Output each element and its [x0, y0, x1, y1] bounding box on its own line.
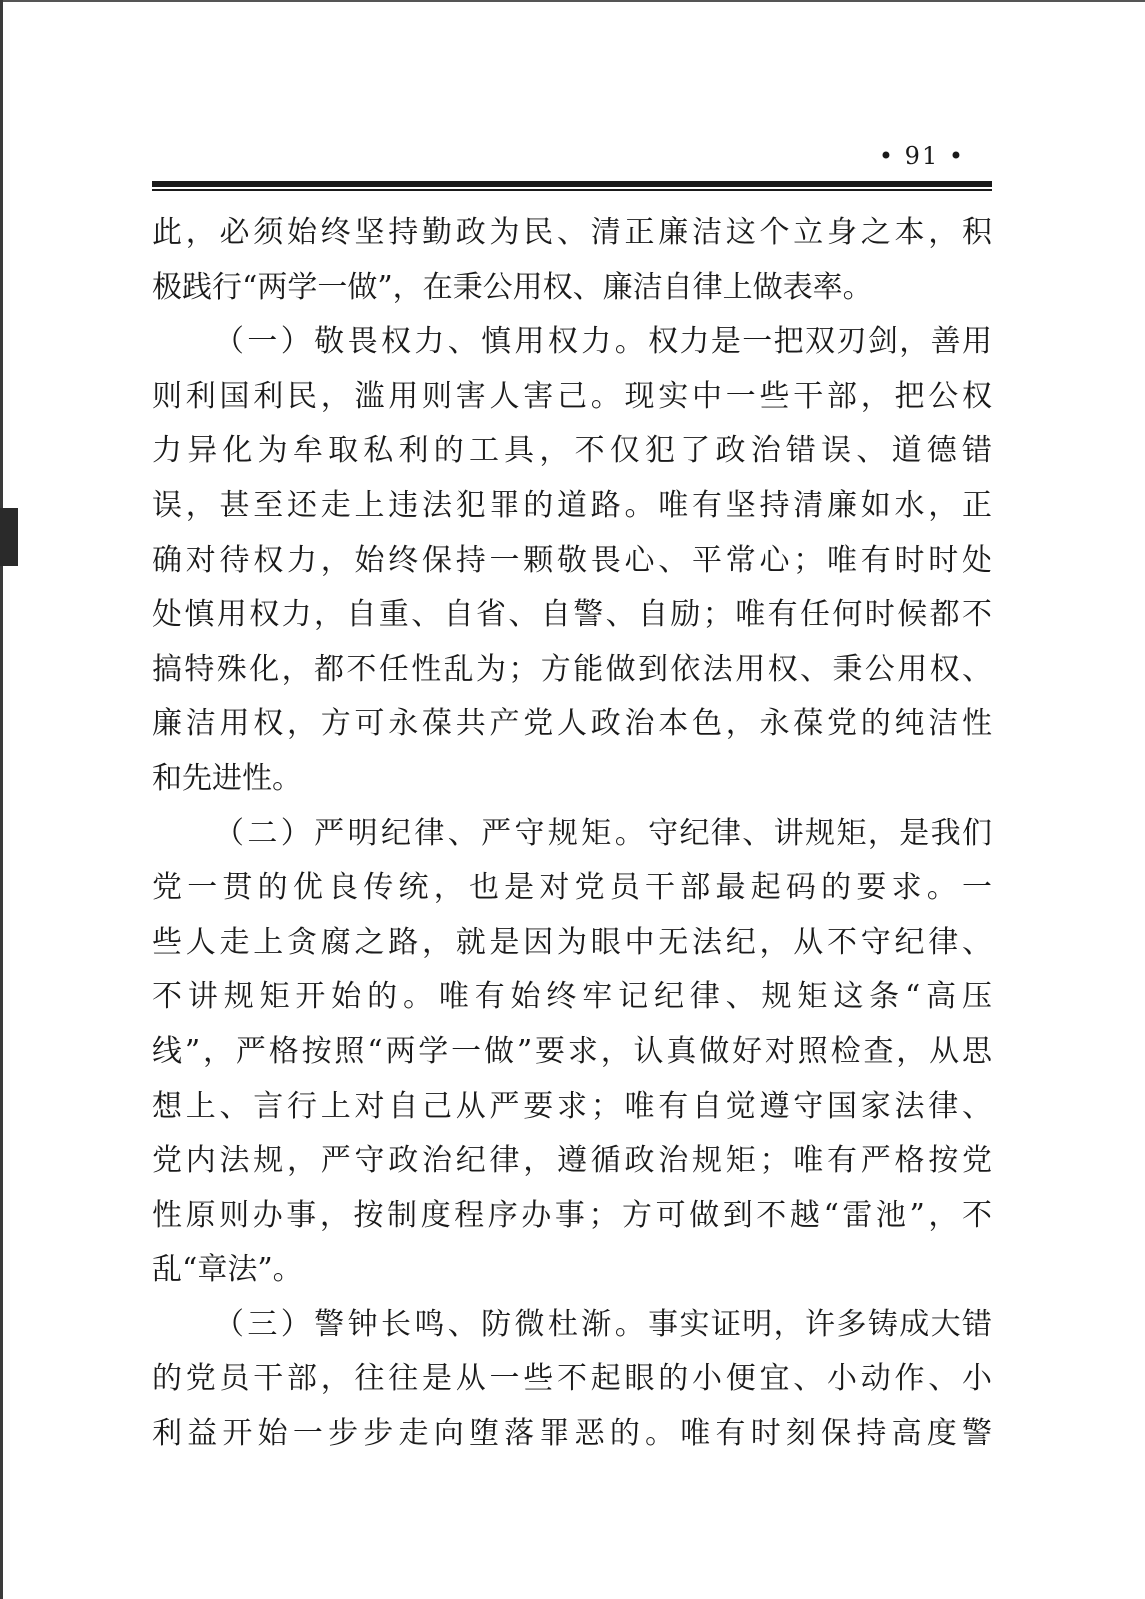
text-line: 想上、言行上对自己从严要求；唯有自觉遵守国家法律、	[152, 1088, 992, 1124]
line-text: 守纪律、讲规矩，是我们	[648, 815, 993, 851]
text-line: 此，必须始终坚持勤政为民、清正廉洁这个立身之本，积	[152, 215, 992, 250]
text-line: 线”，严格按照“两学一做”要求，认真做好对照检查，从思	[152, 1033, 992, 1069]
text-line	[152, 807, 992, 862]
body-text	[152, 206, 992, 1462]
scan-edge-left	[0, 0, 3, 1599]
scan-edge-top	[0, 0, 1145, 2]
section-heading-3: （三）警钟长鸣、防微杜渐。	[214, 1306, 649, 1342]
section-heading-1: （一）敬畏权力、慎用权力。	[214, 324, 649, 360]
text-line: 的党员干部，往往是从一些不起眼的小便宜、小动作、小	[152, 1361, 992, 1397]
text-line: 性原则办事，按制度程序办事；方可做到不越“雷池”，不	[152, 1197, 992, 1233]
text-line: 党一贯的优良传统，也是对党员干部最起码的要求。一	[152, 870, 992, 906]
text-line: 些人走上贪腐之路，就是因为眼中无法纪，从不守纪律、	[152, 924, 992, 960]
text-line	[152, 1298, 992, 1353]
text-line: 误，甚至还走上违法犯罪的道路。唯有坚持清廉如水，正	[152, 487, 992, 523]
line-text: 事实证明，许多铸成大错	[648, 1306, 993, 1342]
text-line: 力异化为牟取私利的工具，不仅犯了政治错误、道德错	[152, 433, 992, 469]
text-line: 则利国利民，滥用则害人害己。现实中一些干部，把公权	[152, 378, 992, 414]
text-line: 廉洁用权，方可永葆共产党人政治本色，永葆党的纯洁性	[152, 706, 992, 742]
text-line: 不讲规矩开始的。唯有始终牢记纪律、规矩这条“高压	[152, 979, 992, 1015]
text-line: 乱“章法”。	[152, 1252, 303, 1288]
header-rule-thick	[152, 181, 992, 187]
text-line: 和先进性。	[152, 760, 302, 796]
text-line: 处慎用权力，自重、自省、自警、自励；唯有任何时候都不	[152, 597, 992, 633]
text-line: 搞特殊化，都不任性乱为；方能做到依法用权、秉公用权、	[152, 651, 992, 687]
text-line: 利益开始一步步走向堕落罪恶的。唯有时刻保持高度警	[152, 1416, 992, 1452]
section-heading-2: （二）严明纪律、严守规矩。	[214, 815, 649, 851]
header-rule-thin	[152, 189, 992, 191]
text-line: 确对待权力，始终保持一颗敬畏心、平常心；唯有时时处	[152, 542, 992, 578]
text-line: 党内法规，严守政治纪律，遵循政治规矩；唯有严格按党	[152, 1143, 992, 1179]
text-line	[152, 315, 992, 370]
text-line: 极践行“两学一做”，在秉公用权、廉洁自律上做表率。	[152, 269, 873, 305]
scan-binding-mark	[0, 508, 18, 566]
line-text: 权力是一把双刃剑，善用	[648, 324, 993, 360]
page-number: • 91 •	[878, 142, 965, 170]
